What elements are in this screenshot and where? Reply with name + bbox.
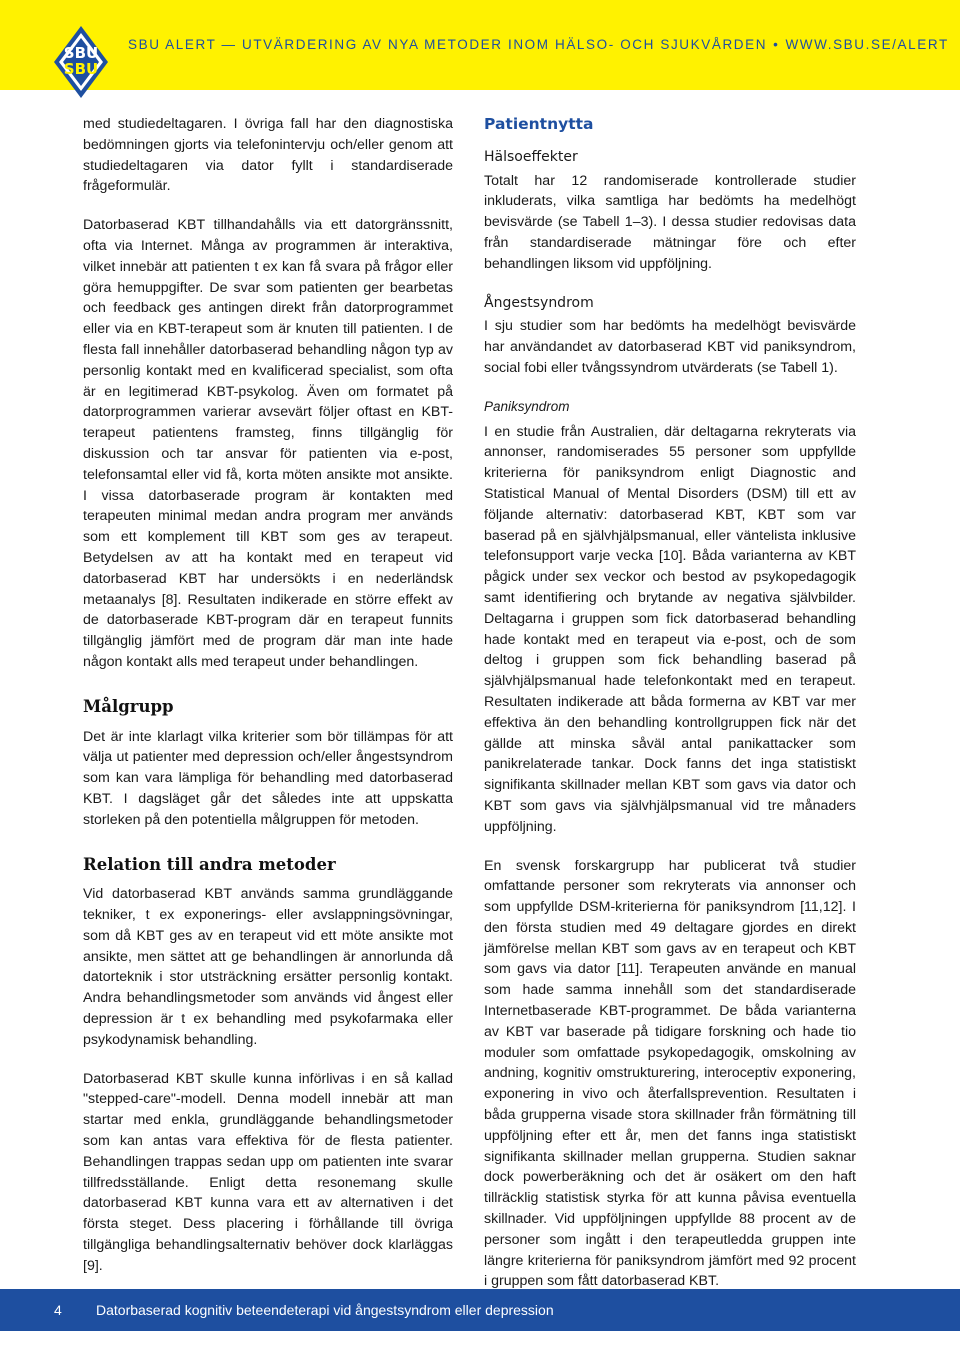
paragraph: En svensk forskargrupp har publicerat två studier omfattande personer som rekryterats via annonser och som uppfyllde DSM-kriterierna för paniksyndrom [11,12]. I den första studien med 49 deltagare gjordes en direkt jämförelse mellan KBT som gavs av en terapeut och KBT som gavs via dator [11]. Terapeuten använde en manual som hade samma innehåll som det standardiserade Internetbaserade KBT-programmet. De båda varianterna av KBT var baserade på tidigare forskning och hade tio moduler som omfattade psykopedagogik, omskolning av andning, kognitiv omstrukturering, interoceptiv exponering, exponering in vivo och återfallsprevention. Resultaten i båda grupperna visade stora skillnader från förmätning till uppföljning efter ett år, men det fanns inga statistiskt signifikanta skillnader mellan grupperna. Studien saknar dock powerberäkning och det är osäkert om den haft tillräcklig statistisk styrka för att kunna påvisa eventuella skillnader. Vid uppföljningen uppfyllde 88 procent av de personer som ingått i den terapeutledda gruppen inte längre kriterierna för paniksyndrom jämfört med 92 procent i gruppen som fått datorbaserad KBT.: [484, 857, 856, 1290]
sbu-logo: [52, 24, 110, 100]
heading-paniksyndrom: Paniksyndrom: [484, 398, 570, 414]
header-separator: •: [773, 37, 780, 52]
paragraph: Det är inte klarlagt vilka kriterier som bör tillämpas för att välja ut patienter med depression och/eller ångestsyndrom som kan vara lämpliga för behandling med datorbaserad KBT. I dagsläget går det således inte att uppskatta storleken på den potentiella målgruppen för metoden.: [83, 728, 453, 828]
svg-text:SBU: SBU: [63, 44, 99, 62]
svg-text:SBU: SBU: [63, 60, 99, 78]
paragraph: Vid datorbaserad KBT används samma grundläggande tekniker, t ex exponerings- eller avslappningsövningar, som då KBT ges av en terapeut vid ett möte ansikte mot ansikte, men sättet att ge behandlingen är annorlunda då datorteknik i stor utsträckning ersätter personlig kontakt. Andra behandlingsmetoder som används vid ångest eller depression är t ex behandling med psykofarmaka eller psykodynamisk behandling.: [83, 886, 453, 1048]
header-url-link[interactable]: WWW.SBU.SE/ALERT: [785, 37, 949, 52]
header-title: [128, 37, 949, 52]
page-number: 4: [54, 1302, 62, 1318]
paragraph: I sju studier som har bedömts ha medelhögt bevisvärde har användandet av datorbaserad KBT vid paniksyndrom, social fobi eller tvångssyndrom utvärderats (se Tabell 1).: [484, 318, 856, 376]
paragraph: med studiedeltagaren. I övriga fall har den diagnostiska bedömningen gjorts via telefonintervju och/eller genom att studiedeltagaren via dator fyllt i standardiserade frågeformulär.: [83, 116, 453, 195]
heading-patientnytta: Patientnytta: [484, 115, 594, 133]
paragraph: Datorbaserad KBT tillhandahålls via ett datorgränssnitt, ofta via Internet. Många av programmen är interaktiva, vilket innebär att patienten t ex kan få svara på frågor eller göra hemuppgifter. De svar som patienten ger bearbetas och feedback ges antingen direkt från datorprogrammet eller via en KBT-terapeut som är knuten till patienten. I de flesta fall innehåller datorbaserad behandling någon typ av personlig kontakt med en kvalificerad specialist, som ofta är en legitimerad KBT-psykolog. Även om formatet på datorprogrammen varierar avsevärt följer oftast en KBT-terapeut patientens framsteg, finns tillgänglig för diskussion och tar ansvar för patienten via e-post, telefonsamtal eller vid få, korta möten ansikte mot ansikte. I vissa datorbaserade program är kontakten med terapeuten minimal medan andra program mer används som ett komplement till KBT som ges av terapeut. Betydelsen av att ha kontakt med en terapeut vid datorbaserad KBT har undersökts i en nederländsk metaanalys [8]. Resultaten indikerade en större effekt av de datorbaserade KBT-program där en terapeut funnits tillgänglig jämfört med de program där man inte hade någon kontakt alls med terapeut under behandlingen.: [83, 217, 453, 670]
left-column: [83, 114, 453, 1295]
header-series: SBU ALERT — UTVÄRDERING AV NYA METODER INOM HÄLSO- OCH SJUKVÅRDEN: [128, 37, 768, 52]
footer-band: [0, 1289, 960, 1331]
heading-halsoeffekter: Hälsoeffekter: [484, 148, 578, 165]
paragraph: I en studie från Australien, där deltagarna rekryterats via annonser, randomiserades 55 personer som uppfyllde kriterierna för paniksyndrom enligt Diagnostic and Statistical Manual of Mental Disorders (DSM) till ett av följande alternativ: datorbaserad KBT, KBT som var baserad på en självhjälpsmanual, eller väntelista inklusive telefonsupport varje vecka [10]. Båda varianterna av KBT pågick under sex veckor och bestod av psykopedagogik samt identifiering och brytande av negativa självbilder. Deltagarna i gruppen som fick datorbaserad behandling hade kontakt med en terapeut via e-post, och de som deltog i gruppen som fick behandling baserad på självhjälpsmanual hade telefonkontakt med en terapeut. Resultaten indikerade att båda formerna av KBT var mer effektiva än den behandling kontrollgruppen fick när det gällde att minska såväl antal panikattacker som panikrelaterade tankar. Dock fanns det inga statistiskt signifikanta skillnader mellan KBT som gavs via dator och KBT som gavs via självhjälpsmanual vid tre månaders uppföljning.: [484, 423, 856, 835]
heading-malgrupp: Målgrupp: [83, 696, 174, 716]
header-band: [0, 0, 960, 90]
paragraph: Datorbaserad KBT skulle kunna införlivas i en så kallad "stepped-care"-modell. Denna modell innebär att man startar med enkla, grundläggande behandlingsmetoder som kan antas vara effektiva för de flesta patienter. Behandlingen trappas sedan upp om patienten inte svarar tillfredsställande. Enligt detta resonemang skulle datorbaserad KBT kunna vara ett av alternativen i det första steget. Dess placering i förhållande till övriga tillgängliga behandlingsalternativ behöver dock klarläggas [9].: [83, 1070, 453, 1274]
footer-title: Datorbaserad kognitiv beteendeterapi vid ångestsyndrom eller depression: [96, 1302, 554, 1318]
heading-angestsyndrom: Ångestsyndrom: [484, 294, 594, 311]
heading-relation: Relation till andra metoder: [83, 854, 336, 874]
paragraph: Totalt har 12 randomiserade kontrollerade studier inkluderats, vilka samtliga har bedömts ha medelhögt bevisvärde (se Tabell 1–3). I dessa studier redovisas data från standardiserade mätningar före och efter behandlingen liksom vid uppföljning.: [484, 172, 856, 272]
right-column: [484, 114, 856, 1310]
